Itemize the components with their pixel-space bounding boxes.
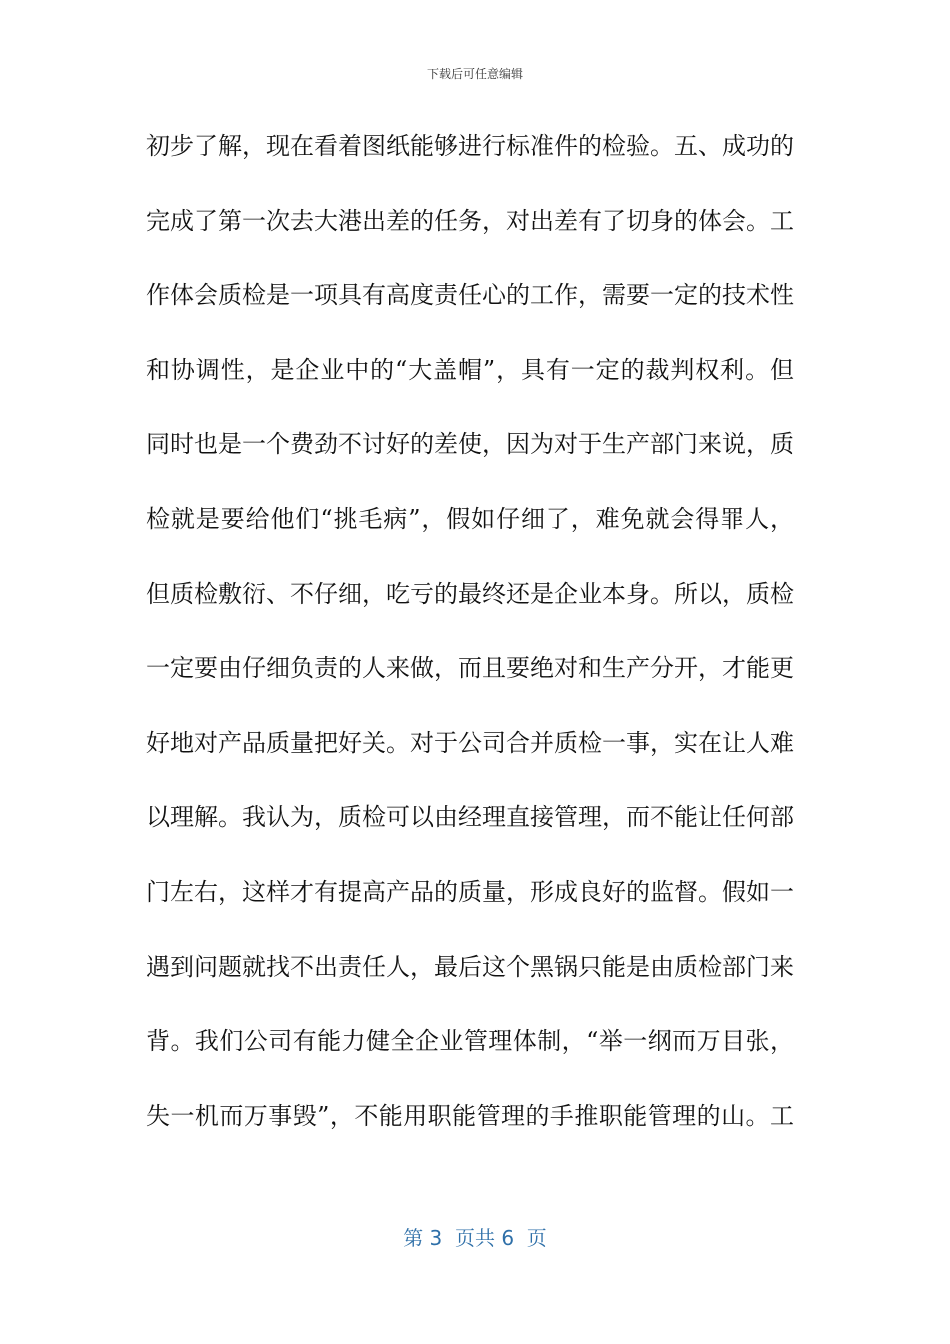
body-line: 作体会质检是一项具有高度责任心的工作，需要一定的技术性 (146, 281, 794, 310)
document-body (146, 118, 794, 1162)
body-line: 背。我们公司有能力健全企业管理体制，“举一纲而万目张， (146, 1027, 794, 1056)
body-line: 以理解。我认为，质检可以由经理直接管理，而不能让任何部 (146, 803, 794, 832)
page-header: 下载后可任意编辑 (426, 67, 523, 81)
body-line: 门左右，这样才有提高产品的质量，形成良好的监督。假如一 (146, 877, 794, 906)
body-line: 但质检敷衍、不仔细，吃亏的最终还是企业本身。所以，质检 (146, 579, 794, 608)
body-line: 好地对产品质量把好关。对于公司合并质检一事，实在让人难 (146, 728, 794, 757)
body-line: 初步了解，现在看着图纸能够进行标准件的检验。五、成功的 (146, 132, 794, 160)
body-line: 遇到问题就找不出责任人，最后这个黑锅只能是由质检部门来 (146, 952, 794, 981)
body-line: 失一机而万事毁”，不能用职能管理的手推职能管理的山。工 (146, 1101, 794, 1130)
page-number-footer: 第 3 页共 6 页 (403, 1226, 547, 1250)
body-line: 完成了第一次去大港出差的任务，对出差有了切身的体会。工 (146, 206, 794, 235)
body-line: 同时也是一个费劲不讨好的差使，因为对于生产部门来说，质 (146, 430, 794, 459)
body-line: 和协调性，是企业中的“大盖帽”，具有一定的裁判权利。但 (146, 355, 794, 384)
body-line: 一定要由仔细负责的人来做，而且要绝对和生产分开，才能更 (146, 654, 794, 683)
body-line: 检就是要给他们“挑毛病”，假如仔细了，难免就会得罪人， (146, 504, 794, 533)
